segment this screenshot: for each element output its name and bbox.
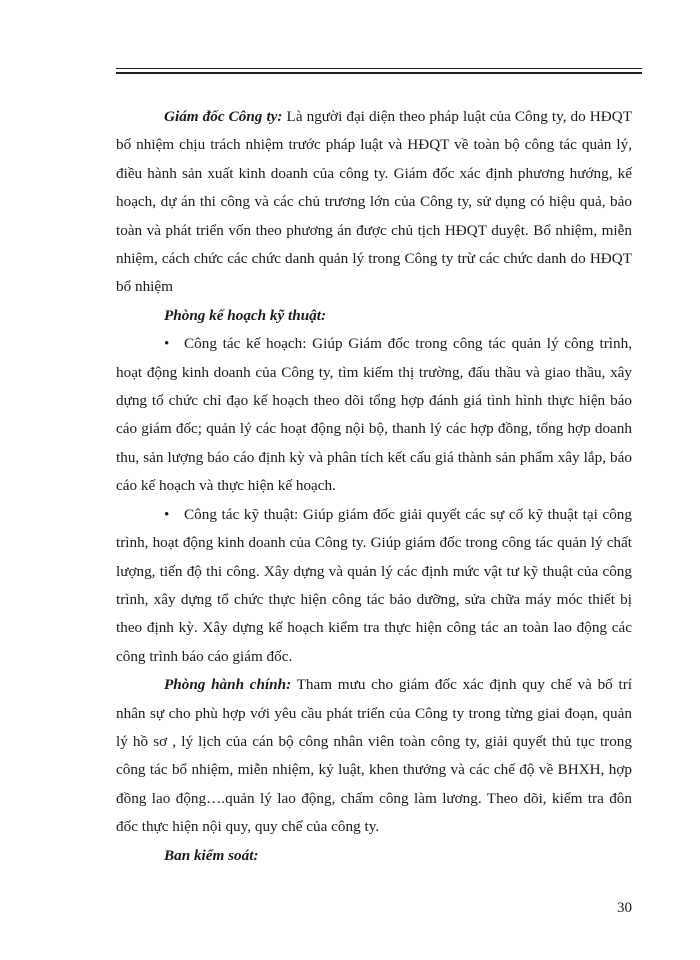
page-body — [116, 103, 632, 870]
list-item-technical-text: Công tác kỹ thuật: Giúp giám đốc giải quyết các sự cố kỹ thuật tại công trình, hoạt động kinh doanh của Công ty. Giúp giám đốc trong công tác quản lý chất lượng, tiến độ thi công. Xây dựng và quản lý các định mức vật tư kỹ thuật của công trình, xây dựng tổ chức thực hiện công tác bảo dưỡng, sửa chữa máy móc thiết bị theo định kỳ. Xây dựng kế hoạch kiểm tra thực hiện công tác an toàn lao động các công trình báo cáo giám đốc. — [116, 505, 632, 665]
page-number: 30 — [617, 900, 632, 916]
heading-admin-dept: Phòng hành chính: — [164, 676, 292, 694]
bullet-icon: • — [164, 335, 170, 353]
heading-planning-technical-dept: Phòng kế hoạch kỹ thuật: — [164, 306, 327, 324]
bullet-icon: • — [164, 505, 170, 523]
paragraph-admin-dept-text: Tham mưu cho giám đốc xác định quy chế và bố trí nhân sự cho phù hợp với yêu cầu phát triển của Công ty trong từng giai đoạn, quản lý hồ sơ , lý lịch của cán bộ công nhân viên toàn công ty, giải quyết thủ tục trong công tác bổ nhiệm, miễn nhiệm, kỷ luật, khen thưởng và các chế độ về BHXH, hợp đồng lao động….quản lý lao động, chấm công làm lương. Theo dõi, kiểm tra đôn đốc thực hiện nội quy, quy chế của công ty. — [116, 676, 632, 836]
paragraph-director-text: Là người đại diện theo pháp luật của Công ty, do HĐQT bổ nhiệm chịu trách nhiệm trước pháp luật và HĐQT về toàn bộ công tác quản lý, điều hành sản xuất kinh doanh của công ty. Giám đốc xác định phương hướng, kế hoạch, dự án thi công và các chủ trương lớn của Công ty, sử dụng có hiệu quả, bảo toàn và phát triển vốn theo phương án được chủ tịch HĐQT duyệt. Bổ nhiệm, miễn nhiệm, cách chức các chức danh quản lý trong Công ty trừ các chức danh do HĐQT bổ nhiệm — [116, 108, 632, 296]
paragraph-director — [116, 103, 632, 302]
list-item-planning-text: Công tác kế hoạch: Giúp Giám đốc trong công tác quản lý công trình, hoạt động kinh doanh của Công ty, tìm kiếm thị trường, đấu thầu và giao thầu, xây dựng tổ chức chỉ đạo kế hoạch theo dõi tổng hợp đánh giá tình hình thực hiện báo cáo giám đốc; quản lý các hoạt động nội bộ, thanh lý các hợp đồng, tổng hợp doanh thu, sản lượng báo cáo định kỳ và phân tích kết cấu giá thành sản phẩm xây lắp, báo cáo kế hoạch và thực hiện kế hoạch. — [116, 335, 632, 495]
list-item-technical — [116, 501, 632, 671]
list-item-planning — [116, 330, 632, 500]
paragraph-admin-dept — [116, 671, 632, 841]
heading-director: Giám đốc Công ty: — [164, 108, 283, 125]
header-rule-thick — [116, 72, 642, 74]
heading-supervisory-board: Ban kiểm soát: — [164, 846, 259, 864]
header-rule-thin — [116, 68, 642, 69]
